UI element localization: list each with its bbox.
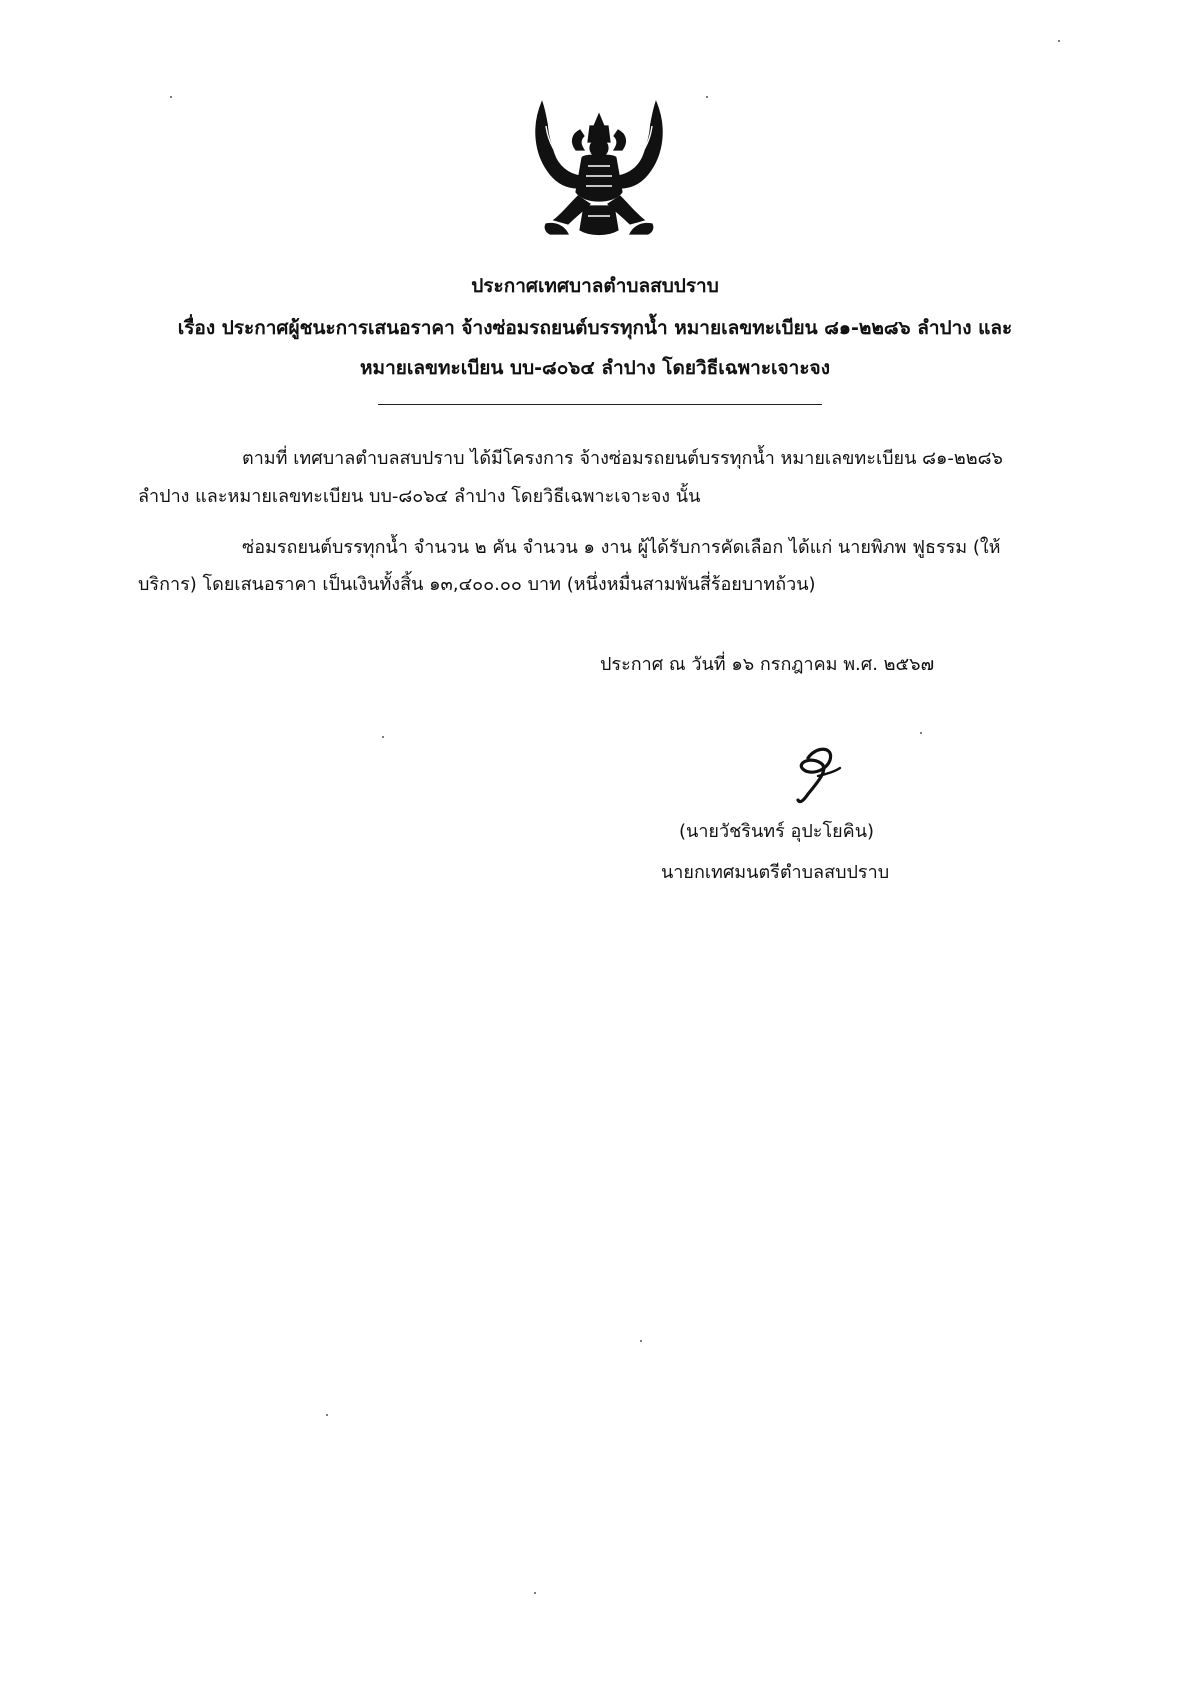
signature-mark [778,738,848,808]
announcement-date: ประกาศ ณ วันที่ ๑๖ กรกฎาคม พ.ศ. ๒๕๖๗ [600,654,935,675]
paragraph-2-line-2: บริการ) โดยเสนอราคา เป็นเงินทั้งสิ้น ๑๓,๔๐๐.๐๐ บาท (หนึ่งหมื่นสามพันสี่ร้อยบาทถ้วน) [138,574,816,595]
paragraph-1-line-2: ลำปาง และหมายเลขทะเบียน บบ-๘๐๖๔ ลำปาง โดยวิธีเฉพาะเจาะจง นั้น [138,486,701,507]
signatory-name: (นายวัชรินทร์ อุปะโยคิน) [679,821,875,842]
subject-line-2: หมายเลขทะเบียน บบ-๘๐๖๔ ลำปาง โดยวิธีเฉพาะเจาะจง [360,357,830,379]
paragraph-1-line-1: ตามที่ เทศบาลตำบลสบปราบ ได้มีโครงการ จ้างซ่อมรถยนต์บรรทุกน้ำ หมายเลขทะเบียน ๘๑-๒๒๘๖ [242,448,1003,469]
scan-speck [382,736,384,738]
garuda-emblem-icon [528,96,670,246]
document-title: ประกาศเทศบาลตำบลสบปราบ [471,275,719,297]
scan-speck [534,1592,536,1594]
scan-speck [326,1414,328,1416]
scan-speck [170,96,172,98]
paragraph-2-line-1: ซ่อมรถยนต์บรรทุกน้ำ จำนวน ๒ คัน จำนวน ๑ งาน ผู้ได้รับการคัดเลือก ได้แก่ นายพิภพ ฟูธรรม (ให้ [242,537,1001,558]
signatory-position: นายกเทศมนตรีตำบลสบปราบ [661,862,890,883]
scan-speck [706,96,708,98]
scan-speck [1058,40,1060,42]
subject-line-1: เรื่อง ประกาศผู้ชนะการเสนอราคา จ้างซ่อมรถยนต์บรรทุกน้ำ หมายเลขทะเบียน ๘๑-๒๒๘๖ ลำปาง และ [177,317,1013,339]
scan-speck [640,1340,642,1342]
scan-speck [920,732,922,734]
header-divider [378,404,822,405]
